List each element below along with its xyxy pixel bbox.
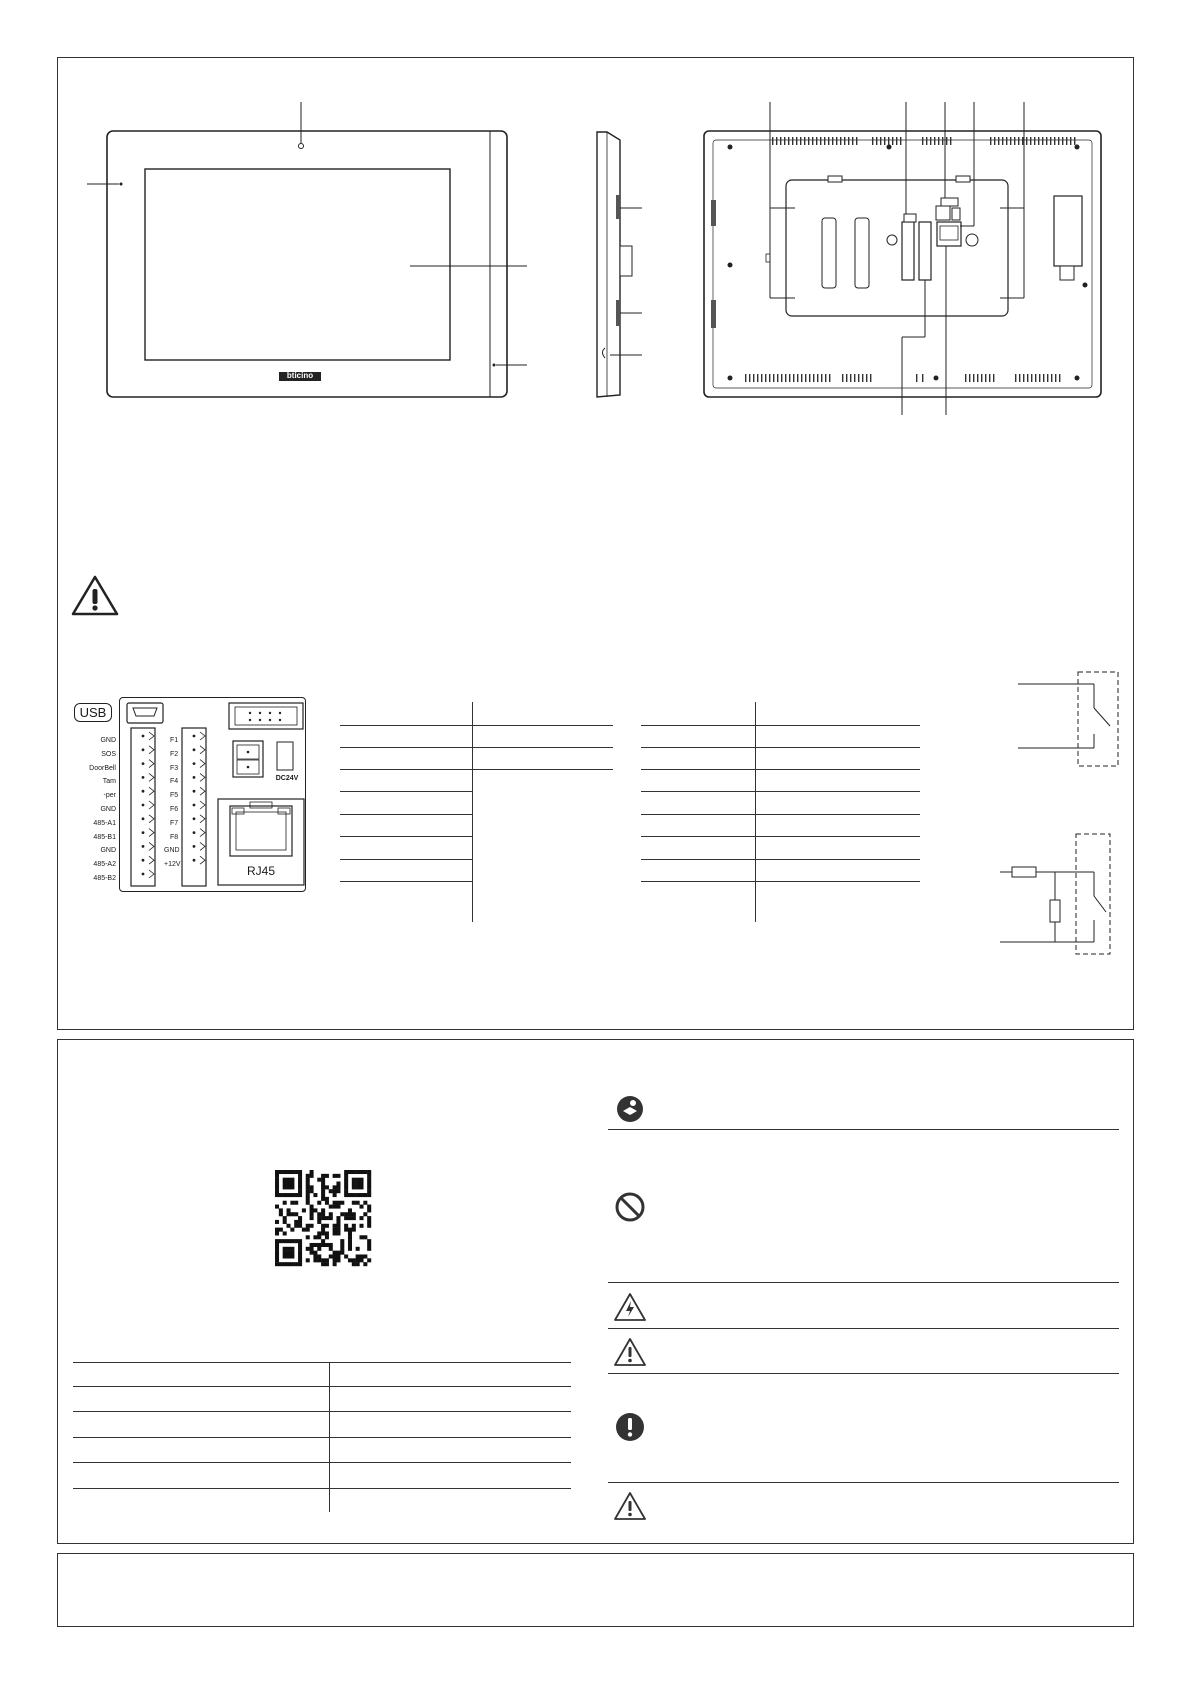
table-a-rule xyxy=(340,791,472,792)
warning-triangle-icon xyxy=(71,574,119,616)
terminal-screw xyxy=(142,762,145,765)
vent-slot xyxy=(938,137,939,145)
vent-slot xyxy=(888,137,889,145)
qr-code xyxy=(275,1170,371,1266)
vent-slot xyxy=(842,374,843,382)
terminal-label-left: DoorBell xyxy=(89,764,116,772)
vent-slot xyxy=(780,137,781,145)
vent-slot xyxy=(781,374,782,382)
vent-slot xyxy=(1046,137,1047,145)
vent-slot xyxy=(872,137,873,145)
table-a-rule xyxy=(340,881,472,882)
vent-slot xyxy=(1035,374,1036,382)
vent-slot xyxy=(832,137,833,145)
vent-slot xyxy=(1019,374,1020,382)
table-b-divider xyxy=(755,702,756,922)
vent-slot xyxy=(753,374,754,382)
vent-slot xyxy=(1062,137,1063,145)
table-b-rule xyxy=(641,836,920,837)
rear-view-diagram xyxy=(0,0,1192,420)
vent-slot xyxy=(808,137,809,145)
vent-slot xyxy=(852,137,853,145)
table-b-rule xyxy=(641,881,920,882)
terminal-screw xyxy=(193,748,196,751)
terminal-label-right: +12V xyxy=(164,861,181,869)
table-b-rule xyxy=(641,814,920,815)
prohibited-icon xyxy=(614,1191,646,1223)
vent-slot xyxy=(749,374,750,382)
table-b-rule xyxy=(641,791,920,792)
vent-slot xyxy=(825,374,826,382)
info-section xyxy=(57,1039,1134,1544)
vent-slot xyxy=(1018,137,1019,145)
vent-slot xyxy=(1027,374,1028,382)
vent-slot xyxy=(844,137,845,145)
vent-slot xyxy=(1014,137,1015,145)
table-a-rule xyxy=(340,769,613,770)
vent-slot xyxy=(817,374,818,382)
vent-slot xyxy=(816,137,817,145)
power-label: DC24V xyxy=(275,775,299,782)
terminal-label-right: F6 xyxy=(170,806,179,813)
terminal-screw xyxy=(142,817,145,820)
terminal-screw xyxy=(193,762,196,765)
vent-slot xyxy=(922,137,923,145)
vent-slot xyxy=(765,374,766,382)
vent-slot xyxy=(942,137,943,145)
vent-slot xyxy=(1074,137,1075,145)
table-b-rule xyxy=(641,747,920,748)
vent-slot xyxy=(789,374,790,382)
vent-slot xyxy=(820,137,821,145)
terminal-screw xyxy=(142,845,145,848)
terminal-screw xyxy=(142,735,145,738)
vent-slot xyxy=(1023,374,1024,382)
terminal-label-left: 485-B2 xyxy=(93,875,116,882)
vent-slot xyxy=(797,374,798,382)
table-a-divider xyxy=(472,702,473,922)
usb-port xyxy=(126,702,166,724)
vent-slot xyxy=(1034,137,1035,145)
terminal-screw xyxy=(142,831,145,834)
terminal-label-right: F3 xyxy=(170,764,179,772)
vent-slot xyxy=(1058,137,1059,145)
vent-slot xyxy=(965,374,966,382)
vent-slot xyxy=(801,374,802,382)
vent-slot xyxy=(793,374,794,382)
vent-slot xyxy=(1043,374,1044,382)
vent-slot xyxy=(1059,374,1060,382)
terminal-label-left: 485-A2 xyxy=(93,861,116,869)
terminal-label-right: F5 xyxy=(170,792,179,800)
table-a-rule xyxy=(340,747,613,748)
vent-slot xyxy=(1026,137,1027,145)
vent-slot xyxy=(792,137,793,145)
terminal-label-right: GND xyxy=(164,847,180,855)
spec-table-divider xyxy=(329,1362,330,1512)
terminal-screw xyxy=(142,790,145,793)
terminal-screw xyxy=(142,804,145,807)
vent-slot xyxy=(788,137,789,145)
table-a-rule xyxy=(340,859,472,860)
vent-slot xyxy=(1038,137,1039,145)
vent-slot xyxy=(812,137,813,145)
vent-slot xyxy=(828,137,829,145)
terminal-label-left: 485-A1 xyxy=(93,819,116,827)
vent-slot xyxy=(1054,137,1055,145)
notes-rule xyxy=(608,1129,1119,1130)
spec-table-rule xyxy=(73,1362,571,1363)
brand-logo: bticino xyxy=(286,371,314,380)
vent-slot xyxy=(745,374,746,382)
vent-slot xyxy=(989,374,990,382)
vent-slot xyxy=(870,374,871,382)
vent-slot xyxy=(884,137,885,145)
vent-slot xyxy=(926,137,927,145)
vent-slot xyxy=(829,374,830,382)
terminal-label-left: GND xyxy=(100,806,116,813)
spec-table-rule xyxy=(73,1411,571,1412)
vent-slot xyxy=(998,137,999,145)
vent-slot xyxy=(1010,137,1011,145)
vent-slot xyxy=(1070,137,1071,145)
vent-slot xyxy=(1066,137,1067,145)
vent-slot xyxy=(1031,374,1032,382)
vent-slot xyxy=(821,374,822,382)
terminal-screw xyxy=(193,776,196,779)
vent-slot xyxy=(946,137,947,145)
vent-slot xyxy=(846,374,847,382)
vent-slot xyxy=(769,374,770,382)
table-b-rule xyxy=(641,859,920,860)
terminal-label-left: GND xyxy=(100,737,116,744)
table-a-rule xyxy=(340,836,472,837)
vent-slot xyxy=(1006,137,1007,145)
terminal-label-left: 485-B1 xyxy=(93,833,116,841)
vent-slot xyxy=(854,374,855,382)
vent-slot xyxy=(981,374,982,382)
vent-slot xyxy=(1002,137,1003,145)
vent-slot xyxy=(900,137,901,145)
spec-table-rule xyxy=(73,1437,571,1438)
notes-rule xyxy=(608,1482,1119,1483)
vent-slot xyxy=(761,374,762,382)
spec-table-rule xyxy=(73,1488,571,1489)
vent-slot xyxy=(880,137,881,145)
notes-rule xyxy=(608,1282,1119,1283)
terminal-screw xyxy=(142,859,145,862)
vent-slot xyxy=(836,137,837,145)
terminal-screw xyxy=(193,817,196,820)
vent-slot xyxy=(916,374,917,382)
terminal-label-right: F1 xyxy=(170,737,179,744)
table-b-rule xyxy=(641,769,920,770)
table-a-rule xyxy=(340,814,472,815)
spec-table-rule xyxy=(73,1386,571,1387)
terminal-screw xyxy=(193,790,196,793)
vent-slot xyxy=(866,374,867,382)
ethernet-port xyxy=(217,798,313,894)
vent-slot xyxy=(1030,137,1031,145)
terminal-screw xyxy=(142,748,145,751)
vent-slot xyxy=(973,374,974,382)
vent-slot xyxy=(1055,374,1056,382)
terminal-screw xyxy=(193,804,196,807)
vent-slot xyxy=(892,137,893,145)
vent-slot xyxy=(950,137,951,145)
vent-slot xyxy=(777,374,778,382)
vent-slot xyxy=(993,374,994,382)
read-manual-icon xyxy=(615,1094,645,1124)
terminal-screw xyxy=(193,831,196,834)
notes-rule xyxy=(608,1328,1119,1329)
vent-slot xyxy=(985,374,986,382)
terminal-screw xyxy=(142,873,145,876)
vent-slot xyxy=(772,137,773,145)
electric-hazard-icon xyxy=(613,1292,647,1322)
vent-slot xyxy=(1022,137,1023,145)
vent-slot xyxy=(850,374,851,382)
vent-slot xyxy=(796,137,797,145)
vent-slot xyxy=(922,374,923,382)
vent-slot xyxy=(1050,137,1051,145)
header-connector xyxy=(228,702,308,732)
vent-slot xyxy=(862,374,863,382)
terminal-label-left: SOS xyxy=(101,750,116,758)
footer-section xyxy=(57,1553,1134,1627)
vent-slot xyxy=(977,374,978,382)
terminal-screw xyxy=(193,859,196,862)
vent-slot xyxy=(848,137,849,145)
vent-slot xyxy=(804,137,805,145)
vent-slot xyxy=(876,137,877,145)
vent-slot xyxy=(969,374,970,382)
switch-schematic-top xyxy=(1010,668,1130,778)
warning-triangle-icon xyxy=(613,1337,647,1367)
terminal-screw xyxy=(193,735,196,738)
exclamation-circle-icon xyxy=(614,1411,646,1443)
vent-slot xyxy=(934,137,935,145)
vent-slot xyxy=(776,137,777,145)
terminal-label-right: F4 xyxy=(170,778,179,786)
terminal-label-right: F2 xyxy=(170,750,179,758)
terminal-label-left: GND xyxy=(100,847,116,855)
terminal-screw xyxy=(142,776,145,779)
vent-slot xyxy=(757,374,758,382)
switch-schematic-bottom xyxy=(998,830,1128,960)
vent-slot xyxy=(1047,374,1048,382)
vent-slot xyxy=(800,137,801,145)
notes-rule xyxy=(608,1373,1119,1374)
vent-slot xyxy=(990,137,991,145)
vent-slot xyxy=(994,137,995,145)
vent-slot xyxy=(785,374,786,382)
table-a-rule xyxy=(340,725,613,726)
vent-slot xyxy=(1015,374,1016,382)
warning-triangle-icon xyxy=(613,1491,647,1521)
vent-slot xyxy=(809,374,810,382)
vent-slot xyxy=(1039,374,1040,382)
terminal-label-right: F7 xyxy=(170,819,179,827)
vent-slot xyxy=(856,137,857,145)
spec-table-rule xyxy=(73,1462,571,1463)
vent-slot xyxy=(824,137,825,145)
vent-slot xyxy=(930,137,931,145)
terminal-label-right: F8 xyxy=(170,833,179,841)
terminal-label-left: Tam xyxy=(102,778,116,786)
terminal-label-left: -per xyxy=(103,792,116,800)
vent-slot xyxy=(1042,137,1043,145)
terminal-screw xyxy=(193,845,196,848)
vent-slot xyxy=(813,374,814,382)
ethernet-label: RJ45 xyxy=(246,864,275,878)
vent-slot xyxy=(784,137,785,145)
vent-slot xyxy=(805,374,806,382)
vent-slot xyxy=(840,137,841,145)
vent-slot xyxy=(773,374,774,382)
vent-slot xyxy=(896,137,897,145)
power-connector xyxy=(232,740,312,790)
usb-label: USB xyxy=(74,703,112,722)
vent-slot xyxy=(858,374,859,382)
table-b-rule xyxy=(641,725,920,726)
vent-slot xyxy=(1051,374,1052,382)
